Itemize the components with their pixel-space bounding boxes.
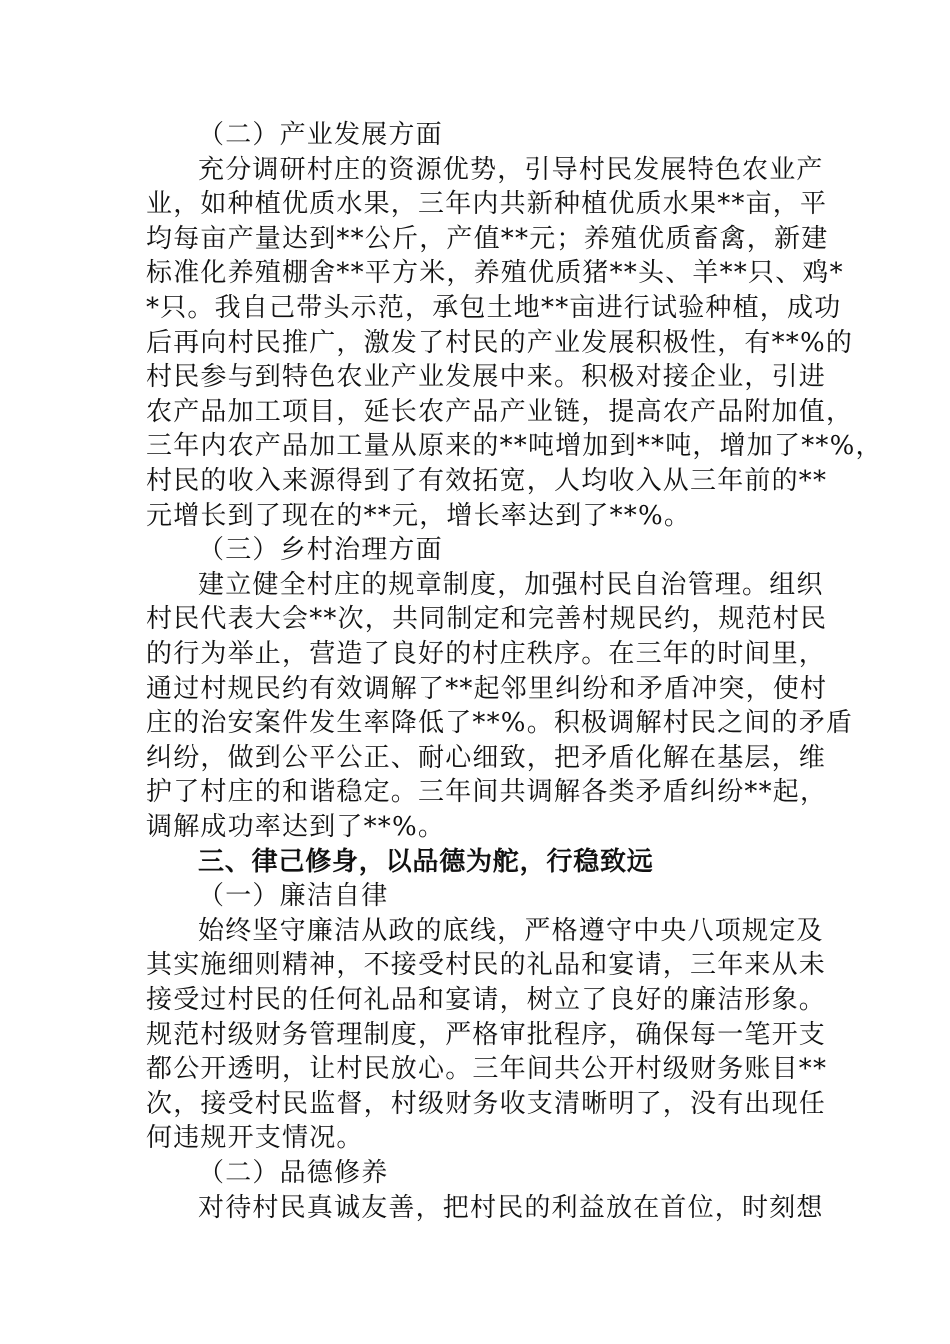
paragraph-line: 接受过村民的任何礼品和宴请，树立了良好的廉洁形象。 xyxy=(146,985,827,1015)
paragraph-line: 调解成功率达到了**%。 xyxy=(146,812,446,842)
paragraph-line: 护了村庄的和谐稳定。三年间共调解各类矛盾纠纷**起， xyxy=(146,777,828,808)
paragraph-line: 何违规开支情况。 xyxy=(146,1123,364,1154)
paragraph-line: 都公开透明，让村民放心。三年间共公开村级财务账目** xyxy=(146,1054,828,1085)
paragraph-line: 其实施细则精神，不接受村民的礼品和宴请，三年来从未 xyxy=(146,950,827,981)
paragraph-line: 建立健全村庄的规章制度，加强村民自治管理。组织 xyxy=(198,569,824,600)
paragraph-line: 庄的治安案件发生率降低了**%。积极调解村民之间的矛盾 xyxy=(146,708,854,739)
paragraph-line: 业，如种植优质水果，三年内共新种植优质水果**亩，平 xyxy=(146,189,828,220)
paragraph-line: 规范村级财务管理制度，严格审批程序，确保每一笔开支 xyxy=(146,1019,827,1050)
paragraph-line: 三年内农产品加工量从原来的**吨增加到**吨，增加了**%， xyxy=(146,431,883,462)
paragraph-line: *只。我自己带头示范，承包土地**亩进行试验种植，成功 xyxy=(146,293,842,323)
paragraph-line: 均每亩产量达到**公斤，产值**元；养殖优质畜禽，新建 xyxy=(146,223,829,254)
section-heading: （一）廉洁自律 xyxy=(198,881,389,912)
paragraph-line: 纠纷，做到公平公正、耐心细致，把矛盾化解在基层，维 xyxy=(146,742,827,773)
paragraph-line: 对待村民真诚友善，把村民的利益放在首位，时刻想 xyxy=(198,1192,824,1223)
paragraph-line: 元增长到了现在的**元，增长率达到了**%。 xyxy=(146,500,692,531)
paragraph-line: 村民代表大会**次，共同制定和完善村规民约，规范村民 xyxy=(146,604,828,635)
section-heading: （二）品德修养 xyxy=(198,1158,389,1188)
paragraph-line: 次，接受村民监督，村级财务收支清晰明了，没有出现任 xyxy=(146,1088,827,1119)
paragraph-line: 标准化养殖棚舍**平方米，养殖优质猪**头、羊**只、鸡* xyxy=(146,258,844,289)
paragraph-line: 村民参与到特色农业产业发展中来。积极对接企业，引进 xyxy=(146,362,827,393)
section-heading: （二）产业发展方面 xyxy=(198,120,443,150)
paragraph-line: 后再向村民推广，激发了村民的产业发展积极性，有**%的 xyxy=(146,327,854,358)
paragraph-line: 的行为举止，营造了良好的村庄秩序。在三年的时间里， xyxy=(146,639,827,669)
paragraph-line: 农产品加工项目，延长农产品产业链，提高农产品附加值， xyxy=(146,396,854,427)
paragraph-line: 充分调研村庄的资源优势，引导村民发展特色农业产 xyxy=(198,154,824,185)
paragraph-line: 始终坚守廉洁从政的底线，严格遵守中央八项规定及 xyxy=(198,915,824,946)
paragraph-line: 村民的收入来源得到了有效拓宽，人均收入从三年前的** xyxy=(146,466,828,496)
chapter-heading: 三、律己修身，以品德为舵，行稳致远 xyxy=(198,846,654,877)
paragraph-line: 通过村规民约有效调解了**起邻里纠纷和矛盾冲突，使村 xyxy=(146,673,828,704)
section-heading: （三）乡村治理方面 xyxy=(198,535,443,566)
